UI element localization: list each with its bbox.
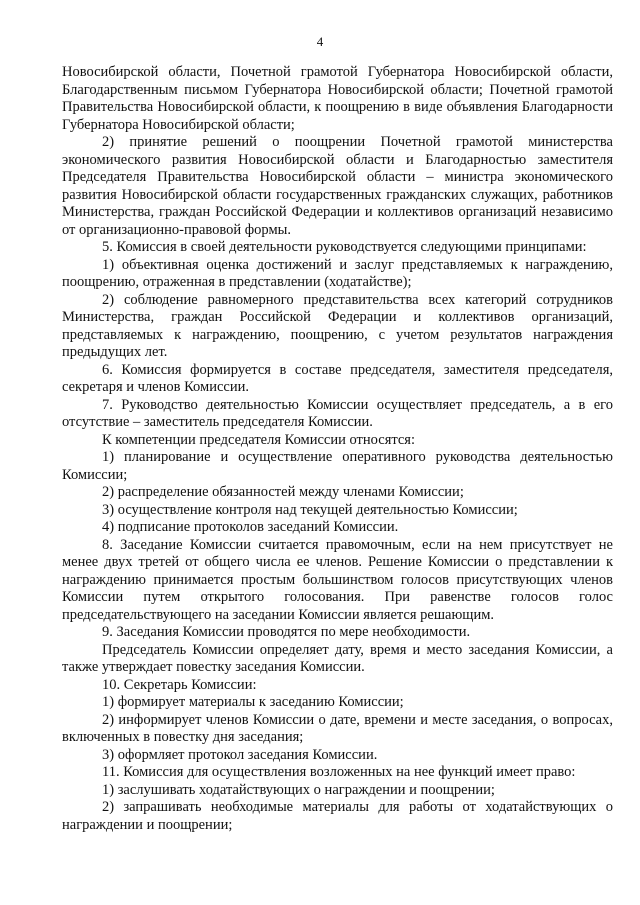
paragraph: 9. Заседания Комиссии проводятся по мере необходимости. [102, 624, 471, 640]
paragraph: 2) распределение обязанностей между членами Комиссии; [102, 484, 464, 500]
paragraph: 2) соблюдение равномерного представительства всех категорий сотрудников Министерства, граждан Российской Федерации и коллективов организаций, представляемых к награждению, поощрению, с учетом результатов награждения предыдущих лет. [62, 291, 613, 360]
paragraph: 7. Руководство деятельностью Комиссии осуществляет председатель, а в его отсутствие – заместитель председателя Комиссии. [62, 396, 613, 430]
paragraph: 3) осуществление контроля над текущей деятельностью Комиссии; [102, 501, 518, 518]
paragraph: 2) информирует членов Комиссии о дате, времени и месте заседания, о вопросах, включенных в повестку дня заседания; [62, 711, 613, 745]
paragraph: 2) запрашивать необходимые материалы для работы от ходатайствующих о награждении и поощрении; [62, 799, 613, 833]
paragraph: 2) принятие решений о поощрении Почетной грамотой министерства экономического развития Новосибирской области и Благодарностью заместителя Председателя Правительства Новосибирской области – министра экономического развития Новосибирской области государственных гражданских служащих, работников Министерства, граждан Российской Федерации и коллективов организаций независимо от организационно-правовой формы. [62, 134, 613, 238]
paragraph: 1) планирование и осуществление оперативного руководства деятельностью Комиссии; [62, 449, 613, 483]
paragraph: 8. Заседание Комиссии считается правомочным, если на нем присутствует не менее двух третей от общего числа ее членов. Решение Комиссии о представлении к награждению принимается простым большинством голосов присутствующих членов Комиссии путем открытого голосования. При равенстве голосов голос председательствующего на заседании Комиссии является решающим. [62, 536, 613, 623]
paragraph: К компетенции председателя Комиссии относятся: [102, 431, 416, 448]
paragraph: 1) объективная оценка достижений и заслуг представляемых к награждению, поощрению, отраженная в представлении (ходатайстве); [62, 256, 613, 290]
paragraph: 6. Комиссия формируется в составе председателя, заместителя председателя, секретаря и членов Комиссии. [62, 361, 613, 395]
paragraph: 10. Секретарь Комиссии: [102, 676, 257, 693]
paragraph: 1) заслушивать ходатайствующих о награждении и поощрении; [102, 781, 495, 798]
paragraph: Новосибирской области, Почетной грамотой Губернатора Новосибирской области, Благодарственным письмом Губернатора Новосибирской области; Почетной грамотой Правительства Новосибирской области, к поощрению в виде объявления Благодарности Губернатора Новосибирской области; [62, 64, 613, 133]
document-body [62, 64, 613, 834]
paragraph: 3) оформляет протокол заседания Комиссии. [102, 746, 378, 763]
paragraph: 4) подписание протоколов заседаний Комиссии. [102, 519, 399, 535]
paragraph: Председатель Комиссии определяет дату, время и место заседания Комиссии, а также утверждает повестку заседания Комиссии. [62, 641, 613, 675]
paragraph: 1) формирует материалы к заседанию Комиссии; [102, 694, 404, 710]
paragraph: 11. Комиссия для осуществления возложенных на нее функций имеет право: [102, 764, 576, 780]
paragraph: 5. Комиссия в своей деятельности руководствуется следующими принципами: [102, 239, 587, 255]
page-number: 4 [316, 34, 324, 49]
